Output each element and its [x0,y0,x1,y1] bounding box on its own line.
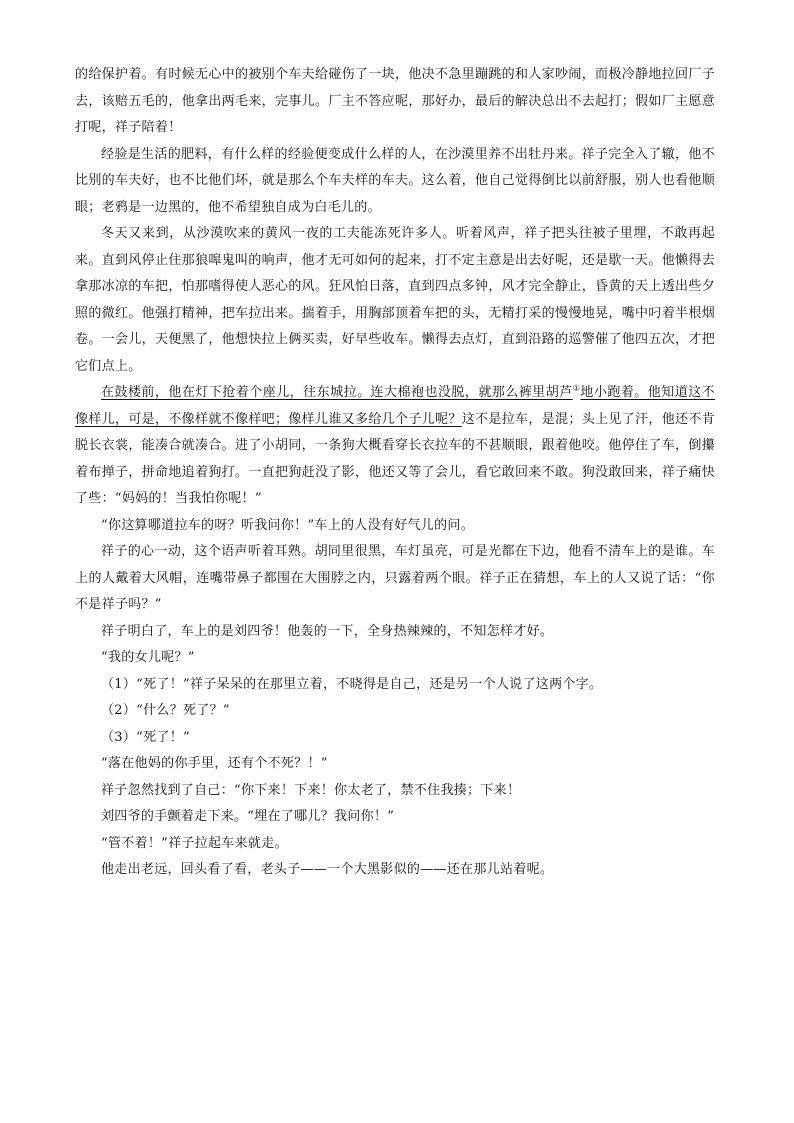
document-page [75,62,715,884]
paragraph-5: “你这算哪道拉车的呀？听我问你！”车上的人没有好气儿的问。 [101,517,474,533]
paragraph-10: （2）“什么？死了？” [101,703,230,718]
paragraph-4 [75,380,715,513]
paragraph-16: 他走出老远，回头看了看，老头子——一个大黑影似的——还在那儿站着呢。 [101,862,554,877]
paragraph-15: “管不着！”祥子拉起车来就走。 [101,835,288,851]
footnote-marker: ① [572,383,581,393]
paragraph-11: （3）“死了！” [101,729,190,745]
paragraph-12: “落在他妈的你手里，还有个不死？！” [101,756,328,771]
paragraph-1: 的给保护着。有时候无心中的被别个车夫给碰伤了一块，他决不急里蹦跳的和人家吵闹，而极冷静地拉回厂子去，该赔五毛的，他拿出两毛来，完事儿。厂主不答应呢，那好办，最后的解决总出不去起打；假如厂主愿意打呢，祥子陪着！ [75,67,715,135]
paragraph-4-rest: 这不是拉车，是混；头上见了汗，他还不肯脱长衣裳，能凑合就凑合。进了小胡同，一条狗大概看穿长衣拉车的不甚顺眼，跟着他咬。他停住了车，倒攥着布掸子，拼命地追着狗打。一直把狗赶没了影，他还又等了会儿，看它敢回来不敢。狗没敢回来，祥子痛快了些：“妈妈的！当我怕你呢！” [75,411,715,506]
paragraph-2: 经验是生活的肥料，有什么样的经验便变成什么样的人，在沙漠里养不出牡丹来。祥子完全入了辙，他不比别的车夫好，也不比他们坏，就是那么个车夫样的车夫。这么着，他自己觉得倒比以前舒服，别人也看他顺眼；老鸦是一边黑的，他不希望独自成为白毛儿的。 [75,146,715,215]
paragraph-3: 冬天又来到，从沙漠吹来的黄风一夜的工夫能冻死许多人。听着风声，祥子把头往被子里埋，不敢再起来。直到风停止住那狼嗥鬼叫的响声，他才无可如何的起来，打不定主意是出去好呢，还是歇一天。他懒得去拿那冰凉的车把，怕那嗜得使人恶心的风。狂风怕日落，直到四点多钟，风才完全静止，昏黄的天上透出些夕照的微红。他强打精神，把车拉出来。揣着手，用胸部顶着车把的头，无精打采的慢慢地晃，嘴中叼着半根烟卷。一会儿，天便黑了，他想快拉上俩买卖，好早些收车。懒得去点灯，直到沿路的巡警催了他四五次，才把它们点上。 [75,226,715,374]
underlined-passage: 在鼓楼前，他在灯下抢着个座儿，往东城拉。连大棉袍也没脱，就那么裤里胡芦 [101,385,573,400]
paragraph-7: 祥子明白了，车上的是刘四爷！他轰的一下，全身热辣辣的，不知怎样才好。 [101,623,554,639]
paragraph-9: （1）“死了！”祥子呆呆的在那里立着，不晓得是自己，还是另一个人说了这两个字。 [101,676,603,692]
paragraph-6: 祥子的心一动，这个语声听着耳熟。胡同里很黑，车灯虽亮，可是光都在下边，他看不清车上的是谁。车上的人戴着大风帽，连嘴带鼻子都围在大围脖之内，只露着两个眼。祥子正在猜想，车上的人又说了话：“你不是祥子吗？” [75,544,715,612]
paragraph-8: “我的女儿呢？” [101,650,195,665]
paragraph-13: 祥子忽然找到了自己：“你下来！下来！你太老了，禁不住我揍；下来！ [101,782,521,798]
paragraph-14: 刘四爷的手颤着走下来。“埋在了哪儿？我问你！” [101,809,395,824]
underlined-passage-continued: 地小跑着。他知道这不像样儿，可是，不像样就不像样吧；像样儿谁又多给几个子儿呢？ [75,385,715,427]
